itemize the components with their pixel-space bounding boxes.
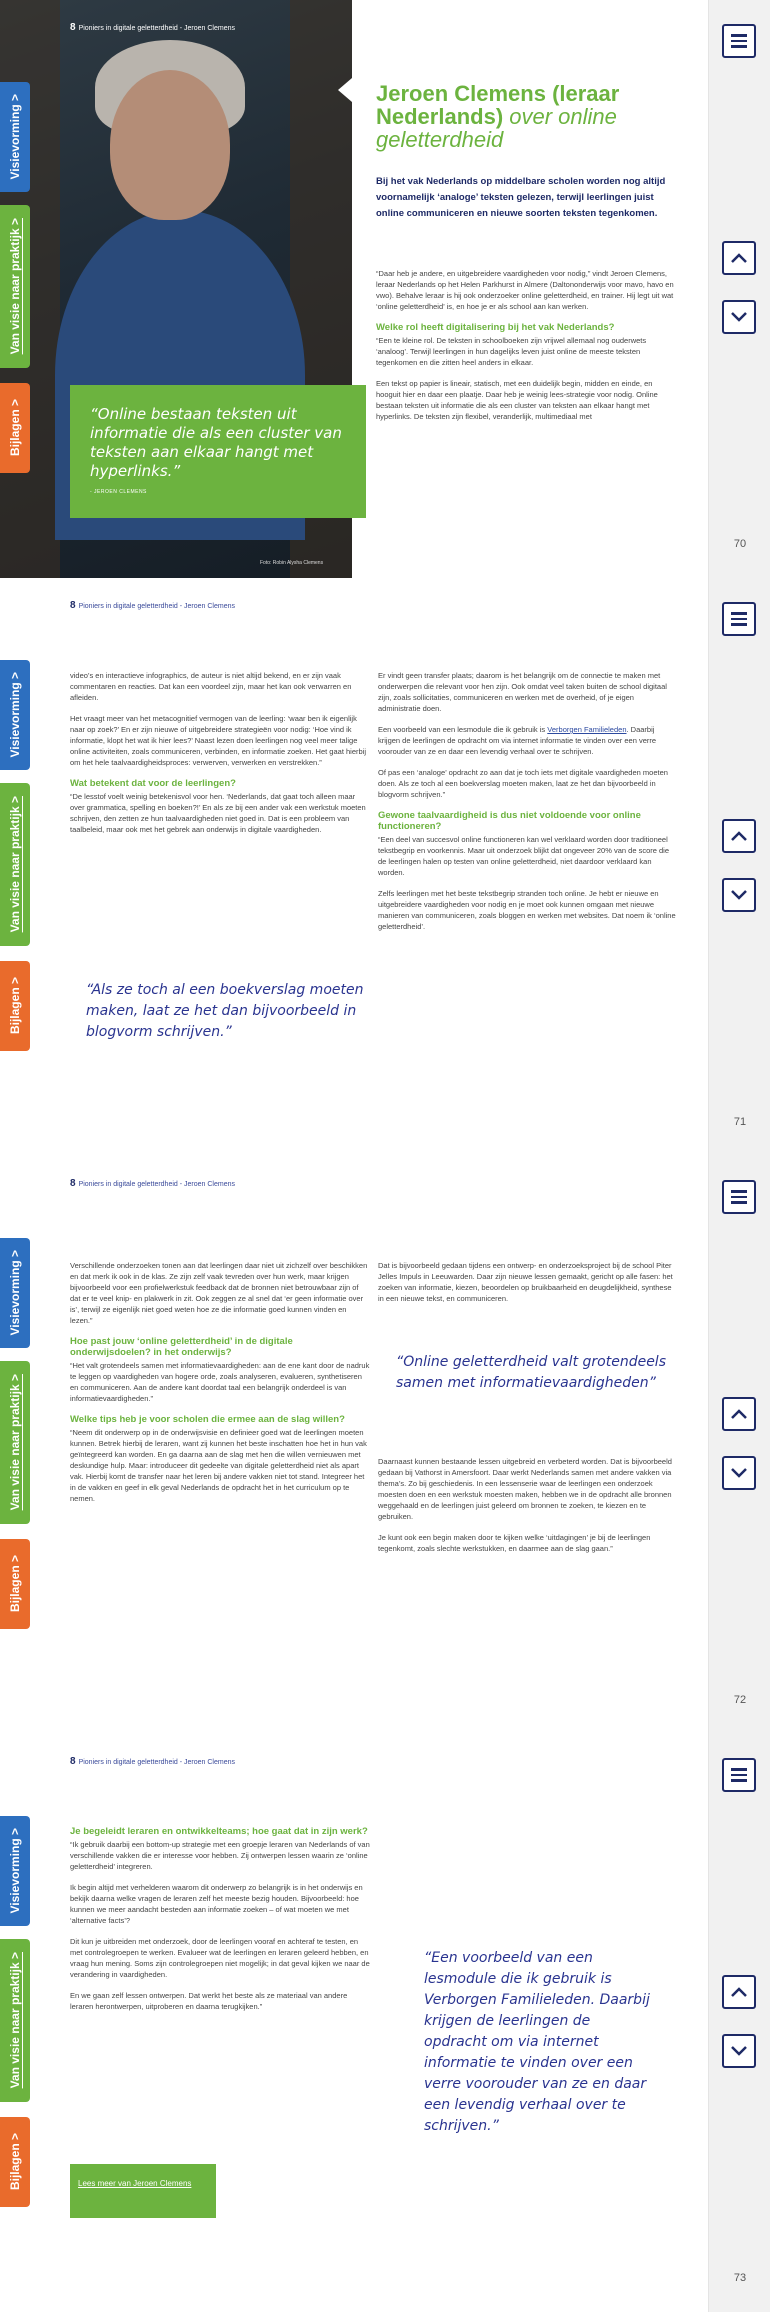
paragraph: “Neem dit onderwerp op in de onderwijsvisie en definieer goed wat de leerlingen moeten kunnen. Betrek hierbij de leraren, want zij kunnen het beste inschatten hoe het in hun vak geïntegreerd kan worden. En ga daarna aan de slag met hen die willen vernieuwen met deskundige hulp. Maar: introduceer dit gedeelte van digitale geletterdheid niet als apart vak. Hierbij komt de transfer naar het leren bij andere vakken niet tot stand. Integreer het in de vakken en geef in elk geval Nederlands de opdracht het in het curriculum op te nemen. [70, 1428, 367, 1503]
paragraph: Er vindt geen transfer plaats; daarom is het belangrijk om de connectie te maken met onderwerpen die relevant voor hen zijn. Ook omdat veel taken buiten de school digitaal zijn, zoals sollicitaties, communiceren en werken met de overheid, of je eigen administratie doen. [378, 671, 667, 713]
page-number: 70 [733, 538, 747, 550]
body-column-left [70, 1260, 370, 1514]
subheading: Welke tips heb je voor scholen die ermee aan de slag willen? [70, 1414, 345, 1425]
verborgen-familieleden-link[interactable]: Verborgen Familieleden [547, 725, 627, 734]
tab-van-visie-naar-praktijk[interactable]: Van visie naar praktijk > [0, 783, 30, 946]
tab-van-visie-naar-praktijk[interactable]: Van visie naar praktijk > [0, 1939, 30, 2102]
running-header: 8 Pioniers in digitale geletterdheid - Jeroen Clemens [70, 1178, 235, 1189]
page-number: 73 [733, 2272, 747, 2284]
paragraph: Daarnaast kunnen bestaande lessen uitgebreid en verbeterd worden. Dat is bijvoorbeeld gedaan bij Vathorst in Amersfoort. Daar werkt Nederlands samen met andere vakken via thema’s. Zo bij geschiedenis. In een lessenserie waar de leerlingen een onderzoek moesten doen en een werkstuk moesten maken, hebben we in de opdracht alle bronnen weggehaald en de leerlingen juist geleerd om bronnen te zoeken, te kiezen en te gebruiken. [378, 1457, 672, 1521]
chevron-down-icon [730, 311, 748, 323]
paragraph: Dit kun je uitbreiden met onderzoek, door de leerlingen vooraf en achteraf te testen, en met controlegroepen te werken. Evalueer wat de leerlingen en leraren geleerd hebben, en vraag hun mening. Soms zijn controlegroepen niet mogelijk; in dat geval kijken we naar de verandering in vaardigheden. [70, 1937, 370, 1979]
paragraph: “Ik gebruik daarbij een bottom-up strategie met een groepje leraren van Nederlands of van verschillende vakken die er interesse voor hebben. Zij ontwerpen lessen waarin ze ‘online geletterdheid’ integreren. [70, 1840, 370, 1871]
paragraph: “De lesstof voelt weinig betekenisvol voor hen. ‘Nederlands, dat gaat toch alleen maar over grammatica, spelling en boeken?!’ En als ze bij een ander vak een werkstuk moeten schrijven, den zetten ze hun taalvaardigheden niet goed in. Dat is een probleem van taalbeleid, maar ook met het gebrek aan onderwijs in digitale vaardigheden. [70, 792, 366, 834]
body-column [376, 268, 676, 432]
pull-quote: “Online bestaan teksten uit informatie die als een cluster van teksten aan elkaar hangt met hyperlinks.” [90, 405, 342, 480]
page-73 [0, 1734, 770, 2312]
quote-author: - JEROEN CLEMENS [90, 489, 147, 495]
tab-bijlagen[interactable]: Bijlagen > [0, 2117, 30, 2207]
paragraph: Een voorbeeld van een lesmodule die ik gebruik is Verborgen Familieleden. Daarbij krijgen de leerlingen de opdracht om via internet informatie te vinden over een verre voorouder van ze en daar een levendig verhaal over te schrijven. [378, 725, 657, 756]
side-rail [708, 578, 770, 1156]
chevron-up-icon [730, 830, 748, 842]
chevron-down-icon [730, 1467, 748, 1479]
menu-icon [731, 1187, 747, 1207]
body-column-left [70, 1826, 370, 2022]
paragraph: Je kunt ook een begin maken door te kijken welke ‘uitdagingen’ je bij de leerlingen tegenkomt, zoals slechte werkstukken, en daarmee aan de slag gaan.” [378, 1533, 651, 1553]
page-up-button[interactable] [722, 1975, 756, 2009]
read-more-link[interactable]: Lees meer van Jeroen Clemens [70, 2164, 216, 2218]
side-rail [708, 0, 770, 578]
tab-bijlagen[interactable]: Bijlagen > [0, 1539, 30, 1629]
body-column-right [378, 670, 678, 942]
running-header: 8 Pioniers in digitale geletterdheid - Jeroen Clemens [70, 22, 235, 33]
page-down-button[interactable] [722, 300, 756, 334]
subheading: Gewone taalvaardigheid is dus niet voldoende voor online functioneren? [378, 810, 641, 832]
paragraph: “Daar heb je andere, en uitgebreidere vaardigheden voor nodig,” vindt Jeroen Clemens, leraar Nederlands op het Helen Parkhurst in Almere (Daltononderwijs voor mavo, havo en vwo). Behalve leraar is hij ook onderzoeker online geletterdheid, en trainer. Hij legt uit wat ‘online geletterdheid’ is, en hoe je er als school aan kan werken. [376, 269, 674, 311]
menu-button[interactable] [722, 602, 756, 636]
pull-quote: “Online geletterdheid valt grotendeels samen met informatievaardigheden” [396, 1354, 666, 1391]
page-71 [0, 578, 770, 1156]
pull-quote: “Als ze toch al een boekverslag moeten maken, laat ze het dan bijvoorbeeld in blogvorm schrijven.” [86, 982, 364, 1040]
menu-icon [731, 31, 747, 51]
paragraph: “Een deel van succesvol online functioneren kan wel verklaard worden door traditioneel tekstbegrip en voorkennis. Maar uit onderzoek blijkt dat ongeveer 20% van de score die de leerlingen halen op testen van online geletterdheid, niet daardoor verklaard kan worden. [378, 835, 670, 877]
article-lead: Bij het vak Nederlands op middelbare scholen worden nog altijd voornamelijk ‘analoge’ teksten gelezen, terwijl leerlingen juist online communiceren en nieuwe soorten teksten tegenkomen. [376, 176, 666, 219]
paragraph: Of pas een ‘analoge’ opdracht zo aan dat je toch iets met digitale vaardigheden moeten doen. Als ze toch al een boekverslag moeten maken, laat ze het dan bijvoorbeeld in blogvorm schrijven.” [378, 768, 668, 799]
running-header: 8 Pioniers in digitale geletterdheid - Jeroen Clemens [70, 600, 235, 611]
page-72 [0, 1156, 770, 1734]
running-header: 8 Pioniers in digitale geletterdheid - Jeroen Clemens [70, 1756, 235, 1767]
menu-button[interactable] [722, 1758, 756, 1792]
photo-credit: Foto: Robin Alysha Clemens [260, 560, 324, 566]
tab-visievorming[interactable]: Visievorming > [0, 660, 30, 770]
subheading: Je begeleidt leraren en ontwikkelteams; hoe gaat dat in zijn werk? [70, 1826, 368, 1837]
pull-quote-box [70, 385, 366, 518]
paragraph: Ik begin altijd met verhelderen waarom dit onderwerp zo belangrijk is in het onderwijs en bekijk daarna welke vragen de leraren zelf het meeste bezig houden. Bijvoorbeeld: hoe kunnen we meer aandacht besteden aan informatie zoeken – of wat moeten we met ‘alternative facts’? [70, 1883, 363, 1925]
menu-icon [731, 1765, 747, 1785]
chevron-down-icon [730, 2045, 748, 2057]
body-column-left [70, 670, 370, 845]
chevron-up-icon [730, 1986, 748, 1998]
paragraph: Dat is bijvoorbeeld gedaan tijdens een ontwerp- en onderzoeksproject bij de school Piter Jelles Impuls in Leeuwarden. Daar zijn nieuwe lessen gemaakt, gericht op alle fasen: het zoeken van informatie, kiezen, beoordelen op bruikbaarheid en deugdelijkheid, synthese in een nieuwe tekst, en communiceren. [378, 1261, 673, 1303]
tab-visievorming[interactable]: Visievorming > [0, 1816, 30, 1926]
paragraph: video’s en interactieve infographics, de auteur is niet altijd bekend, en er zijn vaak commentaren en reacties. Dat kan een voordeel zijn, maar het kan ook verwarren en afleiden. [70, 671, 352, 702]
subheading: Welke rol heeft digitalisering bij het vak Nederlands? [376, 322, 615, 333]
subheading: Wat betekent dat voor de leerlingen? [70, 778, 236, 789]
menu-button[interactable] [722, 24, 756, 58]
pull-quote: “Een voorbeeld van een lesmodule die ik gebruik is Verborgen Familieleden. Daarbij krijgen de leerlingen de opdracht om via internet informatie te vinden over een verre voorouder van ze en daar een levendig verhaal over te schrijven.” [424, 1950, 650, 2134]
paragraph: En we gaan zelf lessen ontwerpen. Dat werkt het beste als ze materiaal van andere leraren herontwerpen, uitproberen en daarna terugkijken.” [70, 1991, 348, 2011]
paragraph: Verschillende onderzoeken tonen aan dat leerlingen daar niet uit zichzelf over beschikken en dat merk ik ook in de klas. Ze zijn zelf vaak tevreden over hun werk, maar krijgen bijvoorbeeld voor een profielwerkstuk feedback dat de bronnen niet betrouwbaar zijn of dat er te veel knip- en plakwerk in zit. Ook zeggen ze al snel dat ‘er geen informatie over is’, terwijl ze eigenlijk niet goed weten hoe ze die informatie goed kunnen vinden en lezen.” [70, 1261, 368, 1325]
page-number: 72 [733, 1694, 747, 1706]
page-down-button[interactable] [722, 2034, 756, 2068]
chevron-up-icon [730, 1408, 748, 1420]
body-column-right [378, 1260, 678, 1314]
page-up-button[interactable] [722, 241, 756, 275]
page-number: 71 [733, 1116, 747, 1128]
paragraph: Een tekst op papier is lineair, statisch, met een duidelijk begin, midden en einde, en hooguit hier en daar een plaatje. Daar heb je weinig lees-strategie voor nodig. Online bestaan teksten uit informatie die als een cluster van teksten aan elkaar hangt met hyperlinks. De teksten zijn flexibel, veranderlijk, multimediaal met [376, 379, 658, 421]
tab-visievorming[interactable]: Visievorming > [0, 82, 30, 192]
side-rail [708, 1734, 770, 2312]
tab-bijlagen[interactable]: Bijlagen > [0, 961, 30, 1051]
menu-icon [731, 609, 747, 629]
paragraph: “Het valt grotendeels samen met informatievaardigheden: aan de ene kant door de nadruk te leggen op vaardigheden van hogere orde, zoals analyseren, evalueren, synthetiseren en communiceren. Aan de andere kant doordat taal een belangrijk onderdeel is van informatievaardigheden.” [70, 1361, 370, 1403]
page-down-button[interactable] [722, 878, 756, 912]
tab-van-visie-naar-praktijk[interactable]: Van visie naar praktijk > [0, 1361, 30, 1524]
body-column-right-lower [378, 1456, 678, 1564]
tab-visievorming[interactable]: Visievorming > [0, 1238, 30, 1348]
photo-notch [338, 78, 352, 102]
chevron-down-icon [730, 889, 748, 901]
page-up-button[interactable] [722, 1397, 756, 1431]
page-70 [0, 0, 770, 578]
menu-button[interactable] [722, 1180, 756, 1214]
page-up-button[interactable] [722, 819, 756, 853]
tab-bijlagen[interactable]: Bijlagen > [0, 383, 30, 473]
paragraph: “Een te kleine rol. De teksten in schoolboeken zijn vrijwel allemaal nog ouderwets ‘analoog’. Terwijl leerlingen in hun dagelijks leven juist online de meeste teksten tegenkomen en die zitten heel anders in elkaar. [376, 336, 647, 367]
article-title: Jeroen Clemens (leraar Nederlands) over online geletterdheid [376, 81, 620, 152]
tab-van-visie-naar-praktijk[interactable]: Van visie naar praktijk > [0, 205, 30, 368]
paragraph: Zelfs leerlingen met het beste tekstbegrip stranden toch online. Je hebt er nieuwe en uitgebreidere vaardigheden voor nodig en je moet ook kunnen omgaan met nieuwe manieren van communiceren, zoals bloggen en werken met websites. Dat noem ik ‘online geletterdheid’. [378, 889, 676, 931]
side-rail [708, 1156, 770, 1734]
subheading: Hoe past jouw ‘online geletterdheid’ in de digitale onderwijsdoelen? in het onderwijs? [70, 1336, 293, 1358]
page-down-button[interactable] [722, 1456, 756, 1490]
paragraph: Het vraagt meer van het metacognitief vermogen van de leerling: ‘waar ben ik eigenlijk naar op zoek?’ En er zijn nieuwe of uitgebreidere strategieën voor nodig: ‘Hoe vind ik informatie, klopt het wat ik hier lees?’ Naast lezen doen leerlingen nog veel meer talige online activiteiten, zoals communiceren, verbinden, en informatie zoeken. Het gaat hierbij om het hele taalvaardigheidsproces: verwerven, verwerken en verstrekken.” [70, 714, 366, 767]
chevron-up-icon [730, 252, 748, 264]
